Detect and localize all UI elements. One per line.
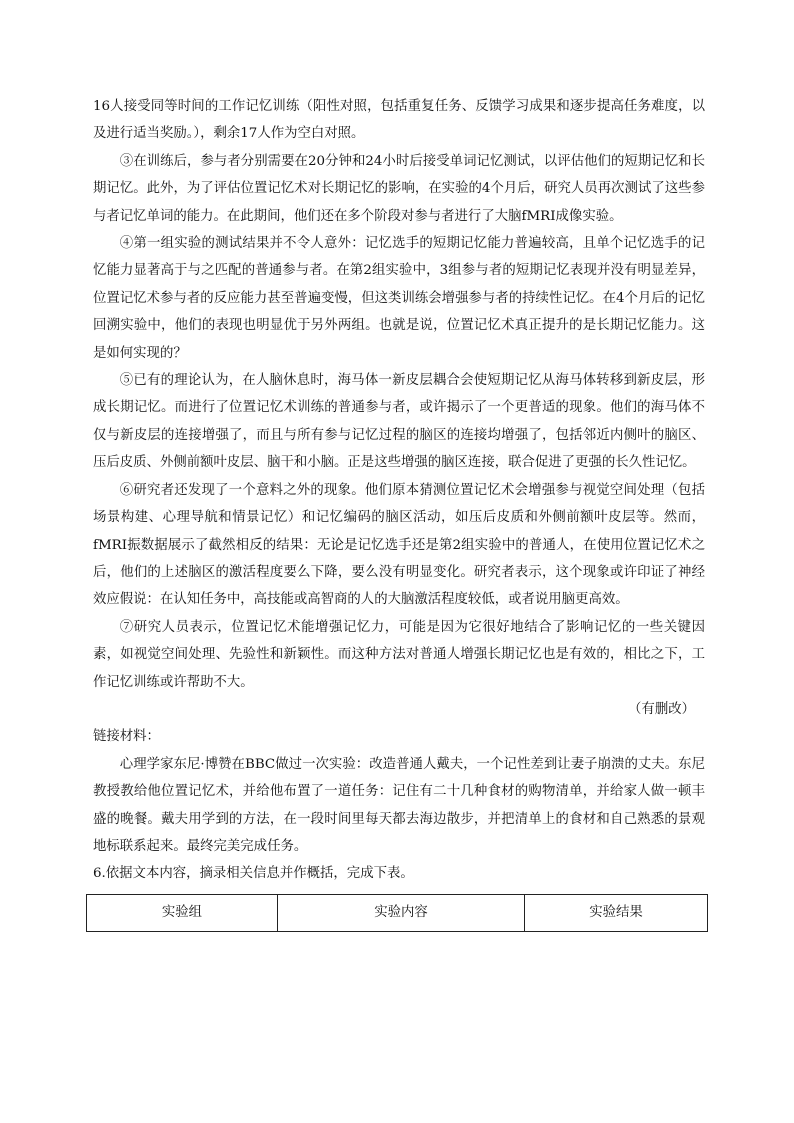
paragraph-4: ④第一组实验的测试结果并不令人意外：记忆选手的短期记忆能力普遍较高，且单个记忆选手的记忆能力显著高于与之匹配的普通参与者。在第2组实验中，3组参与者的短期记忆表现并没有明显差异，位置记忆术参与者的反应能力甚至普遍变慢，但这类训练会增强参与者的持续性记忆。在4个月后的记忆回溯实验中，他们的表现也明显优于另外两组。也就是说，位置记忆术真正提升的是长期记忆能力。这是如何实现的？ — [93, 236, 705, 361]
paragraph-3: ③在训练后，参与者分别需要在20分钟和24小时后接受单词记忆测试，以评估他们的短期记忆和长期记忆。此外，为了评估位置记忆术对长期记忆的影响，在实验的4个月后，研究人员再次测试了这些参与者记忆单词的能力。在此期间，他们还在多个阶段对参与者进行了大脑fMRI成像实验。 — [93, 153, 705, 224]
header-experiment-group: 实验组 — [87, 894, 278, 931]
header-experiment-result: 实验结果 — [525, 894, 708, 931]
answer-table — [86, 894, 708, 932]
link-material-text: 心理学家东尼·博赞在BBC做过一次实验：改造普通人戴夫，一个记性差到让妻子崩溃的丈夫。东尼教授教给他位置记忆术，并给他布置了一道任务：记住有二十几种食材的购物清单，并给家人做一顿丰盛的晚餐。戴夫用学到的方法，在一段时间里每天都去海边散步，并把清单上的食材和自己熟悉的景观地标联系起来。最终完美完成任务。 — [93, 756, 705, 854]
article-body — [93, 93, 705, 932]
link-material-label: 链接材料： — [93, 729, 160, 745]
paragraph-5: ⑤已有的理论认为，在人脑休息时，海马体一新皮层耦合会使短期记忆从海马体转移到新皮层，形成长期记忆。而进行了位置记忆术训练的普通参与者，或许揭示了一个更普适的现象。他们的海马体不仅与新皮层的连接增强了，而且与所有参与记忆过程的脑区的连接均增强了，包括邻近内侧叶的脑区、压后皮质、外侧前额叶皮层、脑干和小脑。正是这些增强的脑区连接，联合促进了更强的长久性记忆。 — [93, 373, 705, 471]
table-header-row — [87, 894, 708, 931]
question-6: 6.依据文本内容，摘录相关信息并作概括，完成下表。 — [93, 866, 414, 882]
paragraph-7: ⑦研究人员表示，位置记忆术能增强记忆力，可能是因为它很好地结合了影响记忆的一些关键因素，如视觉空间处理、先验性和新颖性。而这种方法对普通人增强长期记忆也是有效的，相比之下，工作记忆训练或许帮助不大。 — [93, 619, 705, 690]
edit-note: （有删改） — [628, 701, 695, 717]
paragraph-1: 16人接受同等时间的工作记忆训练（阳性对照，包括重复任务、反馈学习成果和逐步提高任务难度，以及进行适当奖励。），剩余17人作为空白对照。 — [93, 99, 705, 142]
paragraph-6: ⑥研究者还发现了一个意料之外的现象。他们原本猜测位置记忆术会增强参与视觉空间处理（包括场景构建、心理导航和情景记忆）和记忆编码的脑区活动，如压后皮质和外侧前额叶皮层等。然而，fMRI振数据展示了截然相反的结果：无论是记忆选手还是第2组实验中的普通人，在使用位置记忆术之后，他们的上述脑区的激活程度要么下降，要么没有明显变化。研究者表示，这个现象或许印证了神经效应假说：在认知任务中，高技能或高智商的人的大脑激活程度较低，或者说用脑更高效。 — [93, 482, 705, 608]
header-experiment-content: 实验内容 — [278, 894, 525, 931]
